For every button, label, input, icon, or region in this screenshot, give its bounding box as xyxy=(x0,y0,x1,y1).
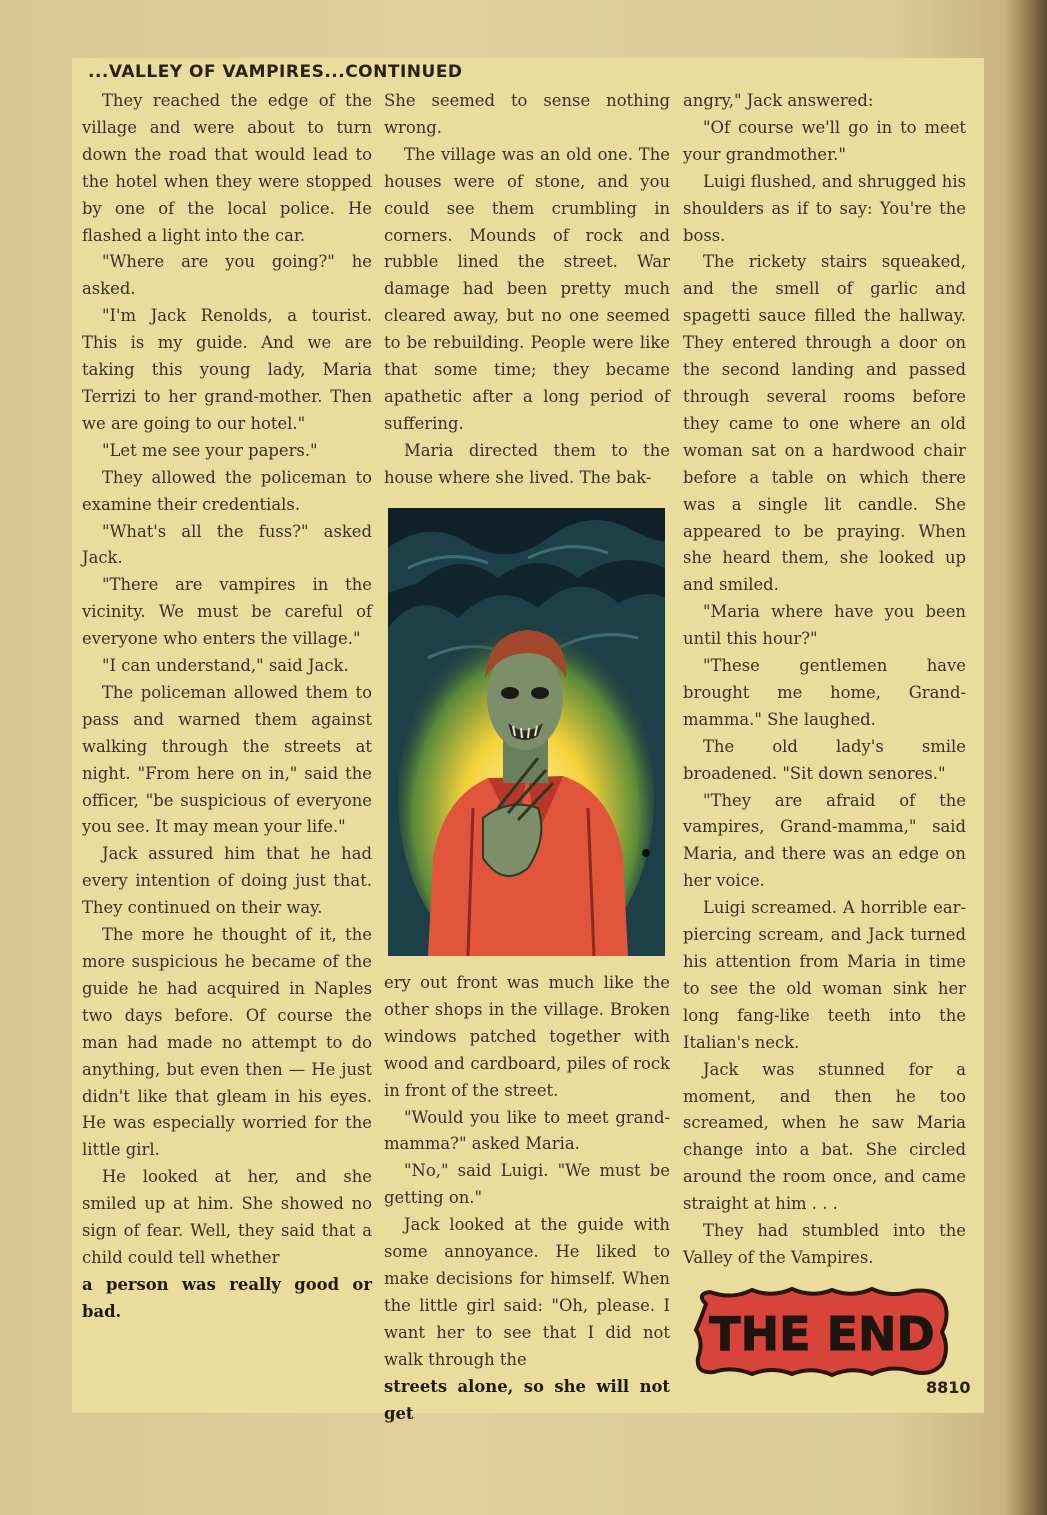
the-end-banner xyxy=(692,1286,952,1378)
paragraph: The more he thought of it, the more suspicious he became of the guide he had acquired in Naples two days before. Of course the man had made no attempt to do anything, but even then — He just didn't like that gleam in his eyes. He was especially worried for the little girl. xyxy=(82,925,372,1160)
paragraph: They had stumbled into the Valley of the Vampires. xyxy=(683,1221,966,1267)
paragraph: He looked at her, and she smiled up at him. She showed no sign of fear. Well, they said that a child could tell whether xyxy=(82,1167,372,1267)
paragraph: "Of course we'll go in to meet your grandmother." xyxy=(683,117,966,164)
the-end-text: THE END xyxy=(709,1307,935,1361)
paragraph: angry," Jack answered: xyxy=(683,91,874,110)
column-2-bottom xyxy=(384,970,670,1427)
paragraph: Luigi flushed, and shrugged his shoulders as if to say: You're the boss. xyxy=(683,171,966,245)
column-3 xyxy=(683,88,966,1272)
page-number: 8810 xyxy=(926,1378,971,1397)
column-1 xyxy=(82,88,372,1326)
paragraph: Maria directed them to the house where she lived. The bak- xyxy=(384,440,670,487)
paragraph: Jack assured him that he had every intention of doing just that. They continued on their way. xyxy=(82,844,372,918)
paragraph: Jack looked at the guide with some annoyance. He liked to make decisions for himself. When the little girl said: "Oh, please. I want her to see that I did not walk through the xyxy=(384,1215,670,1369)
paragraph: "Let me see your papers." xyxy=(102,440,318,460)
paragraph: The policeman allowed them to pass and warned them against walking through the streets at night. "From here on in," said the officer, "be suspicious of everyone you see. It may mean your life." xyxy=(82,682,372,837)
paragraph: "I can understand," said Jack. xyxy=(102,656,349,676)
paragraph: The rickety stairs squeaked, and the smell of garlic and spagetti sauce filled the hallway. They entered through a door on the second landing and passed through several rooms before they came to one where an old woman sat on a hardwood chair before a table on which there was a single lit candle. She appeared to be praying. When she heard them, she looked up and smiled. xyxy=(683,252,966,595)
column-2-top xyxy=(384,88,670,492)
paragraph-last-line: a person was really good or bad. xyxy=(82,1274,372,1321)
paragraph: She seemed to sense nothing wrong. xyxy=(384,91,670,137)
paragraph: Jack was stunned for a moment, and then he too screamed, when he saw Maria change into a bat. She circled around the room once, and came straight at him . . . xyxy=(683,1059,966,1214)
paragraph: "These gentlemen have brought me home, Grand-mamma." She laughed. xyxy=(683,656,966,729)
paragraph: "Would you like to meet grand-mamma?" asked Maria. xyxy=(384,1107,670,1154)
paragraph: "What's all the fuss?" asked Jack. xyxy=(82,521,372,568)
paragraph: ery out front was much like the other shops in the village. Broken windows patched together with wood and cardboard, piles of rock in front of the street. xyxy=(384,973,670,1100)
paragraph: "They are afraid of the vampires, Grand-mamma," said Maria, and there was an edge on her voice. xyxy=(683,790,966,891)
paragraph: The old lady's smile broadened. "Sit down senores." xyxy=(683,736,966,783)
paragraph: "Where are you going?" he asked. xyxy=(82,252,372,299)
paragraph: "There are vampires in the vicinity. We must be careful of everyone who enters the village." xyxy=(82,575,372,649)
vampire-illustration xyxy=(388,508,665,956)
paragraph: "I'm Jack Renolds, a tourist. This is my guide. And we are taking this young lady, Maria Terrizi to her grand-mother. Then we are going to our hotel." xyxy=(82,306,372,433)
paragraph-last-line: streets alone, so she will not get xyxy=(384,1376,670,1423)
paragraph: Luigi screamed. A horrible ear-piercing scream, and Jack turned his attention from Maria in time to see the old woman sink her long fang-like teeth into the Italian's neck. xyxy=(683,898,966,1052)
paragraph: "Maria where have you been until this hour?" xyxy=(683,602,966,649)
paragraph: They reached the edge of the village and were about to turn down the road that would lead to the hotel when they were stopped by one of the local police. He flashed a light into the car. xyxy=(82,91,372,245)
paragraph: "No," said Luigi. "We must be getting on." xyxy=(384,1161,670,1208)
paragraph: They allowed the policeman to examine their credentials. xyxy=(82,467,372,514)
story-header: ...VALLEY OF VAMPIRES...CONTINUED xyxy=(88,62,463,82)
paragraph: The village was an old one. The houses were of stone, and you could see them crumbling in corners. Mounds of rock and rubble lined the street. War damage had been pretty much cleared away, but no one seemed to be rebuilding. People were like that some time; they became apathetic after a long period of suffering. xyxy=(384,144,670,433)
